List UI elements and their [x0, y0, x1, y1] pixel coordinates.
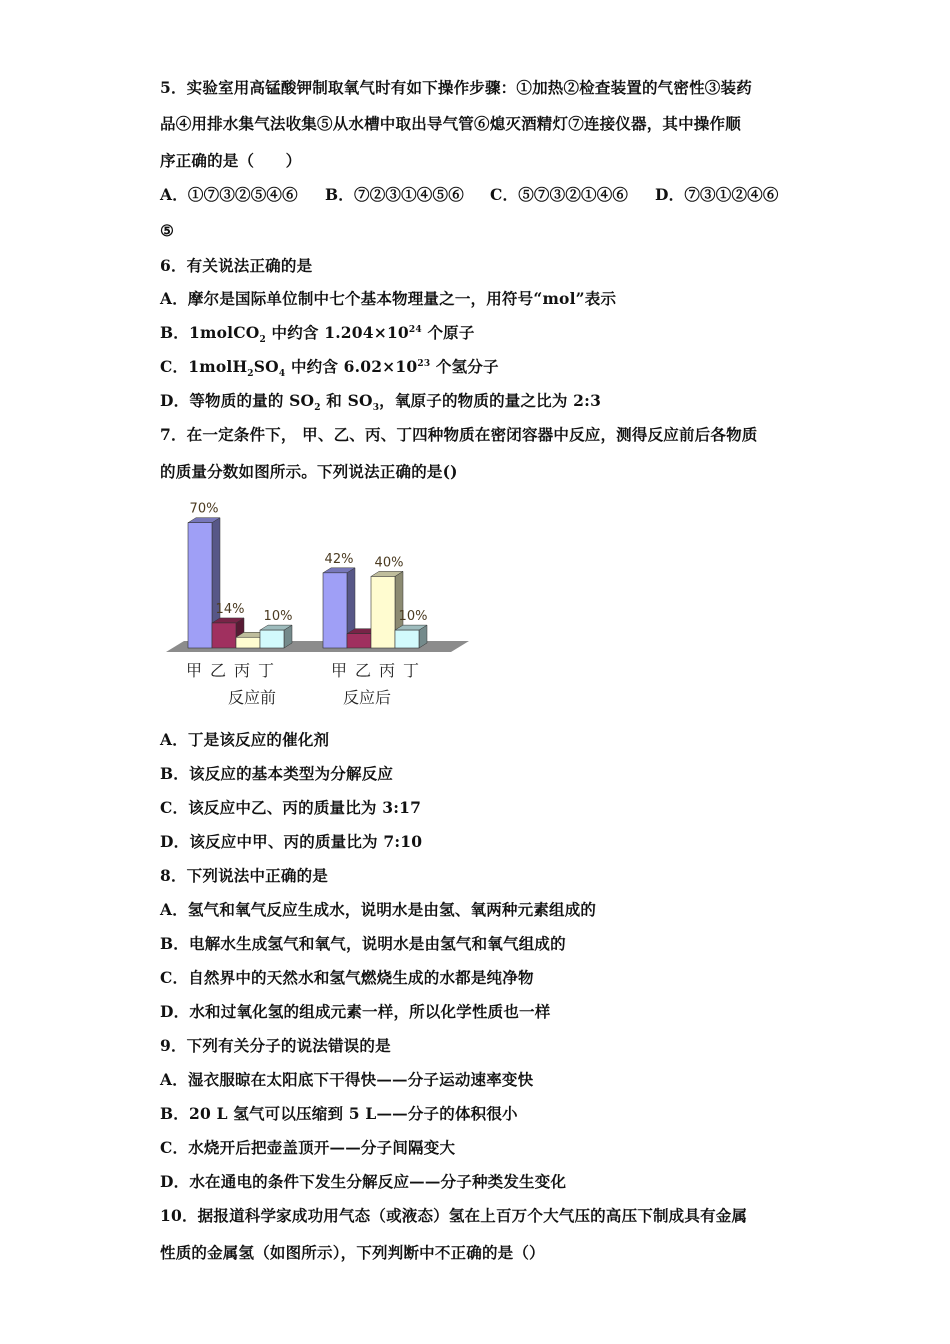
q5-option-b: B．⑦②③①④⑤⑥	[325, 185, 464, 204]
superscript: 23	[417, 358, 431, 369]
q9-option-c: C．水烧开后把壶盖顶开——分子间隔变大	[160, 1138, 456, 1157]
q9-stem: 9．下列有关分子的说法错误的是	[160, 1036, 391, 1055]
q5-options	[160, 185, 779, 205]
group-label: 反应后	[342, 688, 392, 707]
q5-option-d: D．⑦③①②④⑥	[655, 185, 779, 204]
q6-stem: 6．有关说法正确的是	[160, 256, 313, 275]
q8-option-b: B．电解水生成氢气和氧气，说明水是由氢气和氧气组成的	[160, 934, 566, 953]
q5-option-c: C．⑤⑦③②①④⑥	[490, 185, 629, 204]
text: SO	[253, 357, 279, 376]
category-label: 乙	[354, 661, 372, 680]
q7-option-b: B．该反应的基本类型为分解反应	[160, 764, 394, 783]
q9-option-a: A．湿衣服晾在太阳底下干得快——分子运动速率变快	[160, 1070, 534, 1089]
bar-甲	[323, 573, 347, 648]
subscript: 2	[247, 369, 254, 380]
data-label: 42%	[324, 551, 354, 567]
category-label: 甲	[330, 661, 348, 680]
subscript: 2	[314, 403, 321, 414]
q6-option-d	[160, 391, 602, 414]
group-label: 反应前	[227, 688, 277, 707]
data-label: 10%	[263, 609, 293, 625]
q5-option-d-wrap: ⑤	[160, 221, 175, 240]
q6-option-b	[160, 323, 475, 346]
subscript: 4	[278, 369, 286, 380]
category-label: 丁	[402, 661, 420, 680]
bar-乙	[212, 623, 236, 648]
category-label: 丁	[257, 661, 275, 680]
data-label: 14%	[215, 601, 245, 617]
category-label: 丙	[378, 661, 396, 680]
q5-stem-line3: 序正确的是（ ）	[160, 151, 302, 170]
subscript: 2	[259, 335, 266, 346]
mass-fraction-bar-chart	[160, 490, 470, 710]
text: 个氢分子	[430, 357, 499, 376]
q8-option-d: D．水和过氧化氢的组成元素一样，所以化学性质也一样	[160, 1002, 551, 1021]
text: D．等物质的量的 SO	[160, 391, 315, 410]
bar-丙	[371, 576, 395, 648]
superscript: 24	[408, 324, 422, 335]
data-label: 10%	[398, 609, 428, 625]
bar-乙	[347, 634, 371, 648]
category-label: 丙	[233, 661, 251, 680]
text: 中约含 1.204×10	[265, 323, 409, 342]
q10-stem-line1: 10．据报道科学家成功用气态（或液态）氢在上百万个大气压的高压下制成具有金属	[160, 1206, 748, 1225]
q5-option-a: A．①⑦③②⑤④⑥	[160, 185, 298, 204]
bar-丙	[236, 637, 260, 648]
text: C．1molH	[160, 357, 248, 376]
text: 中约含 6.02×10	[285, 357, 418, 376]
category-label: 乙	[209, 661, 227, 680]
text: B．1molCO	[160, 323, 260, 342]
q10-stem-line2: 性质的金属氢（如图所示），下列判断中不正确的是（）	[160, 1243, 545, 1262]
q7-option-a: A．丁是该反应的催化剂	[160, 730, 330, 749]
subscript: 3	[372, 403, 380, 414]
q8-option-a: A．氢气和氧气反应生成水，说明水是由氢、氧两种元素组成的	[160, 900, 597, 919]
q9-option-b: B．20 L 氢气可以压缩到 5 L——分子的体积很小	[160, 1104, 518, 1123]
text: 和 SO	[320, 391, 373, 410]
q7-option-d: D．该反应中甲、丙的质量比为 7:10	[160, 832, 423, 851]
text: ，氧原子的物质的量之比为 2:3	[379, 391, 602, 410]
text: 个原子	[421, 323, 475, 342]
data-label: 70%	[189, 501, 219, 517]
q7-stem-line1: 7．在一定条件下， 甲、乙、丙、丁四种物质在密闭容器中反应，测得反应前后各物质	[160, 425, 758, 444]
bar-甲	[188, 523, 212, 648]
q7-stem-line2: 的质量分数如图所示。下列说法正确的是()	[160, 462, 458, 481]
q7-option-c: C．该反应中乙、丙的质量比为 3:17	[160, 798, 422, 817]
q5-stem-line1: 5．实验室用高锰酸钾制取氧气时有如下操作步骤：①加热②检查装置的气密性③装药	[160, 78, 752, 97]
bar-丁	[395, 630, 419, 648]
q9-option-d: D．水在通电的条件下发生分解反应——分子种类发生变化	[160, 1172, 567, 1191]
data-label: 40%	[374, 555, 404, 571]
q8-stem: 8．下列说法中正确的是	[160, 866, 328, 885]
q8-option-c: C．自然界中的天然水和氢气燃烧生成的水都是纯净物	[160, 968, 534, 987]
category-label: 甲	[185, 661, 203, 680]
q6-option-a: A．摩尔是国际单位制中七个基本物理量之一，用符号“mol”表示	[160, 289, 617, 308]
q6-option-c	[160, 357, 499, 380]
q5-stem-line2: 品④用排水集气法收集⑤从水槽中取出导气管⑥熄灭酒精灯⑦连接仪器，其中操作顺	[160, 114, 741, 133]
bar-丁	[260, 630, 284, 648]
